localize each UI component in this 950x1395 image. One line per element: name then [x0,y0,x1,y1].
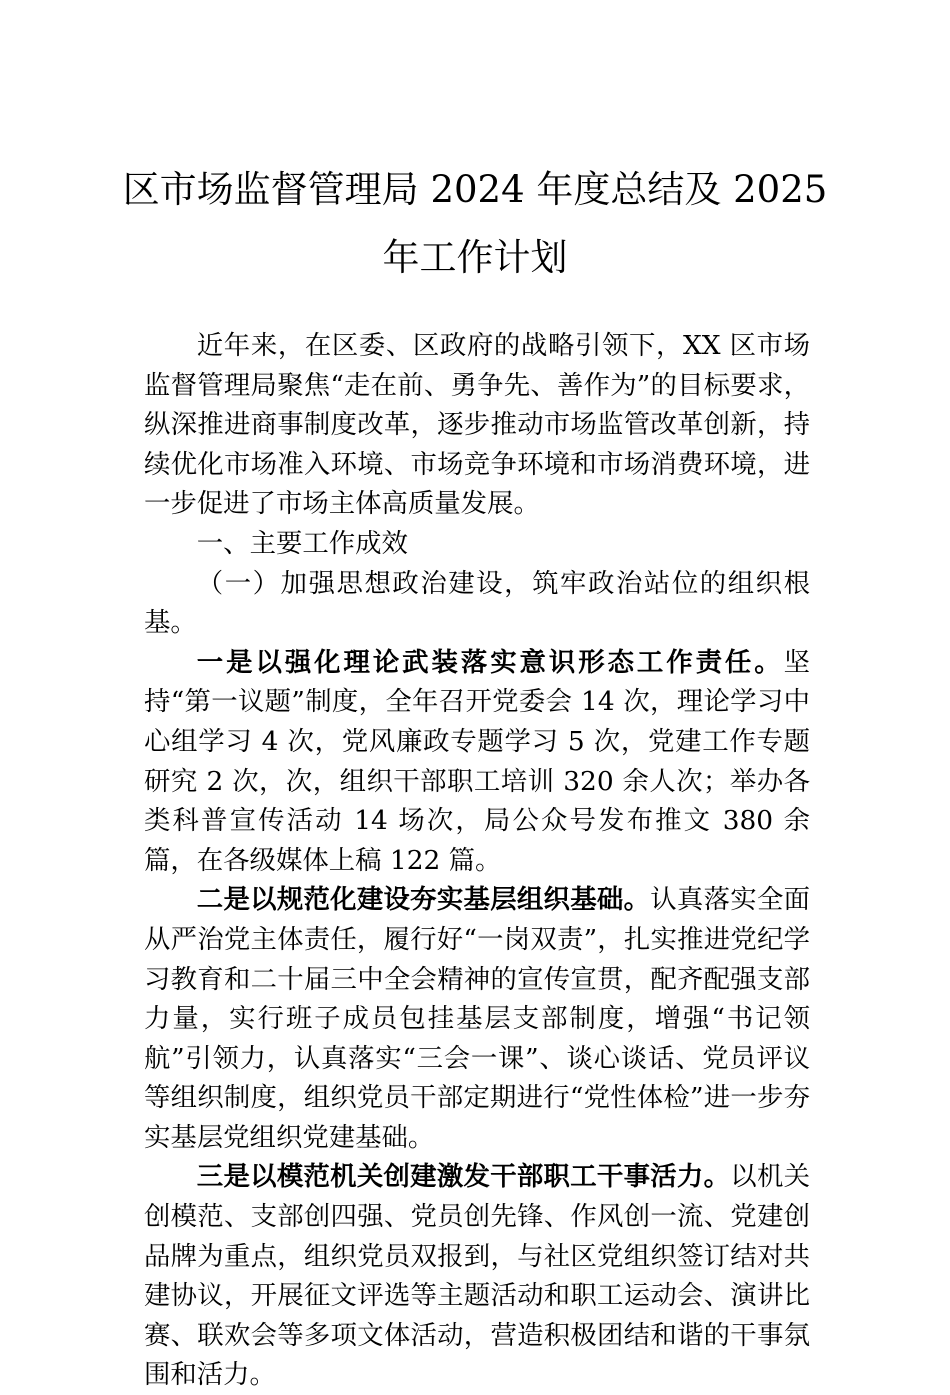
work-item-text: 坚持“第一议题”制度，全年召开党委会 14 次，理论学习中心组学习 4 次，党风廉政专题学习 5 次，党建工作专题研究 2 次，次，组织干部职工培训 320 余人次；举办各类科普宣传活动 14 场次，局公众号发布推文 380 余篇，在各级媒体上稿 122 篇。 [144,646,810,876]
document-title-line-1: 区市场监督管理局 2024 年度总结及 2025 [122,168,828,211]
work-item-paragraph [144,643,810,881]
work-item-paragraph [144,880,810,1157]
work-item-paragraph [144,1157,810,1395]
work-item-text: 认真落实全面从严治党主体责任，履行好“一岗双责”，扎实推进党纪学习教育和二十届三中全会精神的宣传宣贯，配齐配强支部力量，实行班子成员包挂基层支部制度，增强“书记领航”引领力，认真落实“三会一课”、谈心谈话、党员评议等组织制度，组织党员干部定期进行“党性体检”进一步夯实基层党组织党建基础。 [144,884,811,1153]
work-item-lead: 三是以模范机关创建激发干部职工干事活力。 [196,1161,731,1193]
document-body [144,326,810,1395]
intro-paragraph: 近年来，在区委、区政府的战略引领下，XX 区市场监督管理局聚焦“走在前、勇争先、善作为”的目标要求，纵深推进商事制度改革，逐步推动市场监管改革创新，持续优化市场准入环境、市场竞争环境和市场消费环境，进一步促进了市场主体高质量发展。 [144,330,810,520]
document-title-line-2: 年工作计划 [382,236,568,279]
work-item-lead: 一是以强化理论武装落实意识形态工作责任。 [196,646,784,678]
work-item-lead: 二是以规范化建设夯实基层组织基础。 [196,884,651,916]
section-heading: 一、主要工作成效 [196,527,408,559]
work-item-text: 以机关创模范、支部创四强、党员创先锋、作风创一流、党建创品牌为重点，组织党员双报到，与社区党组织签订结对共建协议，开展征文评选等主题活动和职工运动会、演讲比赛、联欢会等多项文体活动，营造积极团结和谐的干事氛围和活力。 [144,1161,811,1391]
subsection-heading: （一）加强思想政治建设，筑牢政治站位的组织根基。 [144,567,810,639]
